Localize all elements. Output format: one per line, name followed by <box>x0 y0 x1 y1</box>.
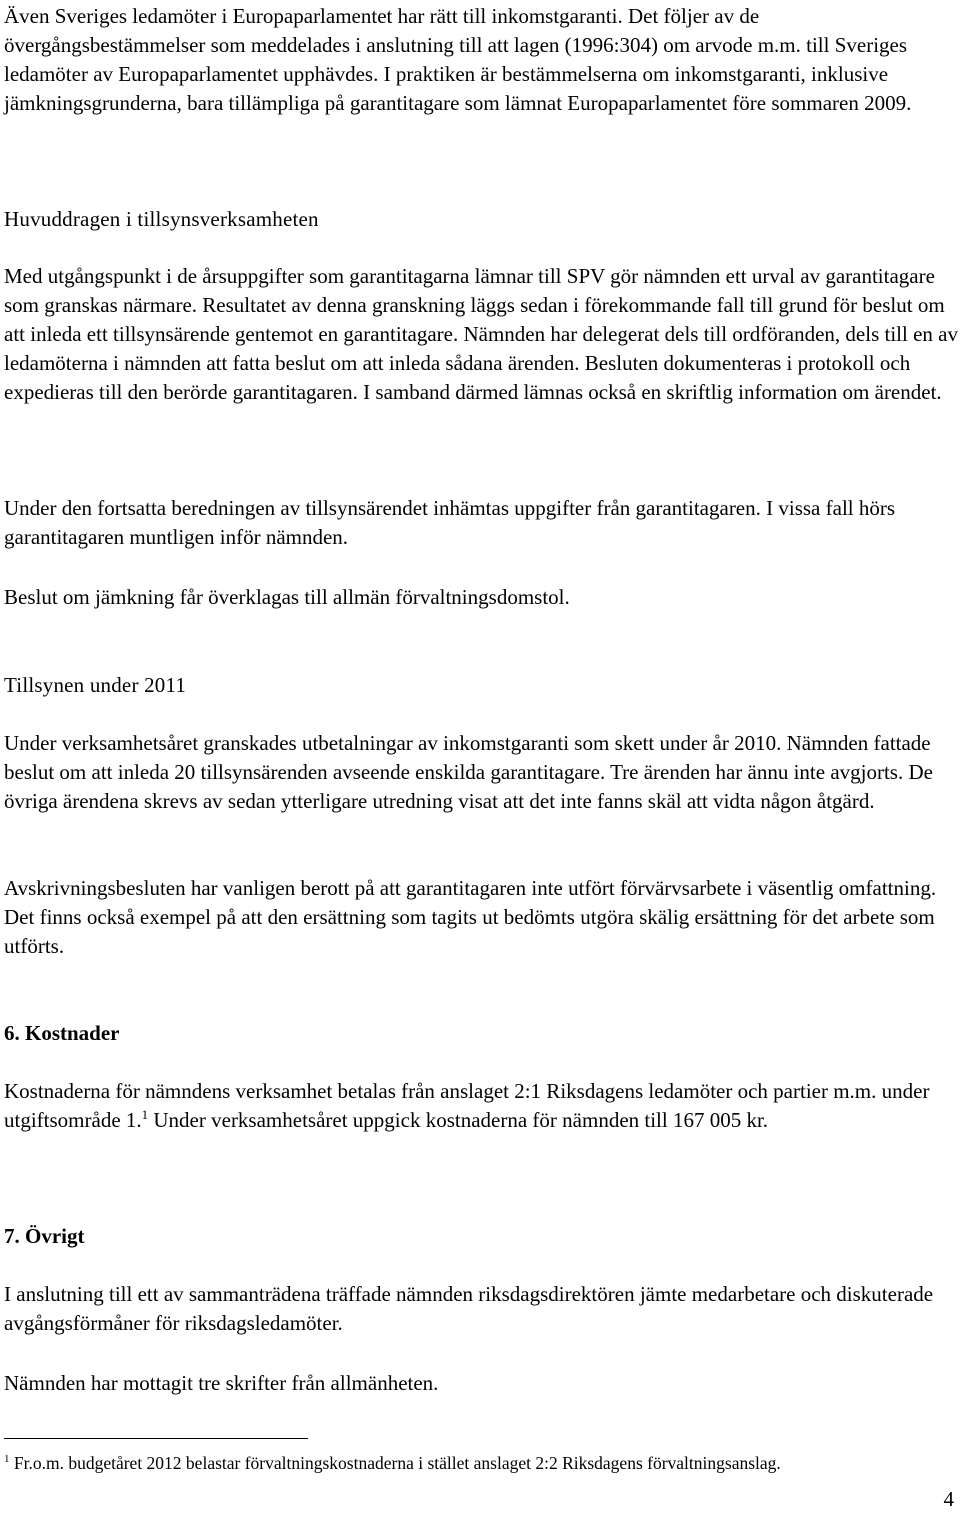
heading-tillsynen-2011: Tillsynen under 2011 <box>4 673 187 697</box>
paragraph-verksamhetsaret: Under verksamhetsåret granskades utbetalningar av inkomstgaranti som skett under år 2010. Nämnden fattade beslut om att inleda 20 tillsynsärenden avseende enskilda garantitagare. Tre ärenden har ännu inte avgjorts. De övriga ärendena skrevs av sedan ytterligare utredning visat att det inte fanns skäl att vidta någon åtgärd. <box>4 731 933 813</box>
heading-huvuddragen: Huvuddragen i tillsynsverksamheten <box>4 207 319 231</box>
heading-ovrigt: 7. Övrigt <box>4 1224 85 1248</box>
paragraph-kostnader-text-end: Under verksamhetsåret uppgick kostnaderna för nämnden till 167 005 kr. <box>148 1108 769 1132</box>
footnote-reference[interactable]: 1 <box>141 1107 149 1122</box>
paragraph-sammantraden: I anslutning till ett av sammanträdena träffade nämnden riksdagsdirektören jämte medarbetare och diskuterade avgångsförmåner för riksdagsledamöter. <box>4 1282 934 1335</box>
paragraph-tillsynsverksamhet: Med utgångspunkt i de årsuppgifter som garantitagarna lämnar till SPV gör nämnden ett urval av garantitagare som granskas närmare. Resultatet av denna granskning läggs sedan i förekommande fall till grund för beslut om att inleda ett tillsynsärende gentemot en garantitagare. Nämnden har delegerat dels till ordföranden, dels till en av ledamöterna i nämnden att fatta beslut om att inleda sådana ärenden. Besluten dokumenteras i protokoll och expedieras till den berörde garantitagaren. I samband därmed lämnas också en skriftlig information om ärendet. <box>4 264 958 404</box>
paragraph-overklagande: Beslut om jämkning får överklagas till allmän förvaltningsdomstol. <box>4 585 570 609</box>
paragraph-skrifter: Nämnden har mottagit tre skrifter från allmänheten. <box>4 1371 439 1395</box>
footnote <box>4 1452 958 1474</box>
footnote-text: Fr.o.m. budgetåret 2012 belastar förvaltningskostnaderna i stället anslaget 2:2 Riksdagens förvaltningsanslag. <box>9 1453 781 1473</box>
heading-kostnader: 6. Kostnader <box>4 1021 120 1045</box>
paragraph-kostnader <box>4 1077 958 1135</box>
document-page <box>4 0 958 1519</box>
paragraph-fortsatta-beredningen: Under den fortsatta beredningen av tillsynsärendet inhämtas uppgifter från garantitagaren. I vissa fall hörs garantitagaren muntligen inför nämnden. <box>4 496 896 549</box>
paragraph-kostnader-text: Kostnaderna för nämndens verksamhet betalas från anslaget 2:1 Riksdagens ledamöter och partier m.m. under utgiftsområde 1. <box>4 1079 930 1132</box>
paragraph-avskrivningsbesluten: Avskrivningsbesluten har vanligen berott på att garantitagaren inte utfört förvärvsarbete i väsentlig omfattning. Det finns också exempel på att den ersättning som tagits ut bedömts utgöra skälig ersättning för det arbete som utförts. <box>4 876 937 958</box>
page-number: 4 <box>943 1487 954 1511</box>
footnote-number: 1 <box>4 1453 10 1466</box>
footnote-divider <box>4 1438 308 1439</box>
paragraph-europaparlamentet: Även Sveriges ledamöter i Europaparlamentet har rätt till inkomstgaranti. Det följer av de övergångsbestämmelser som meddelades i anslutning till att lagen (1996:304) om arvode m.m. till Sveriges ledamöter av Europaparlamentet upphävdes. I praktiken är bestämmelserna om inkomstgaranti, inklusive jämkningsgrunderna, bara tillämpliga på garantitagare som lämnat Europaparlamentet före sommaren 2009. <box>4 4 912 115</box>
